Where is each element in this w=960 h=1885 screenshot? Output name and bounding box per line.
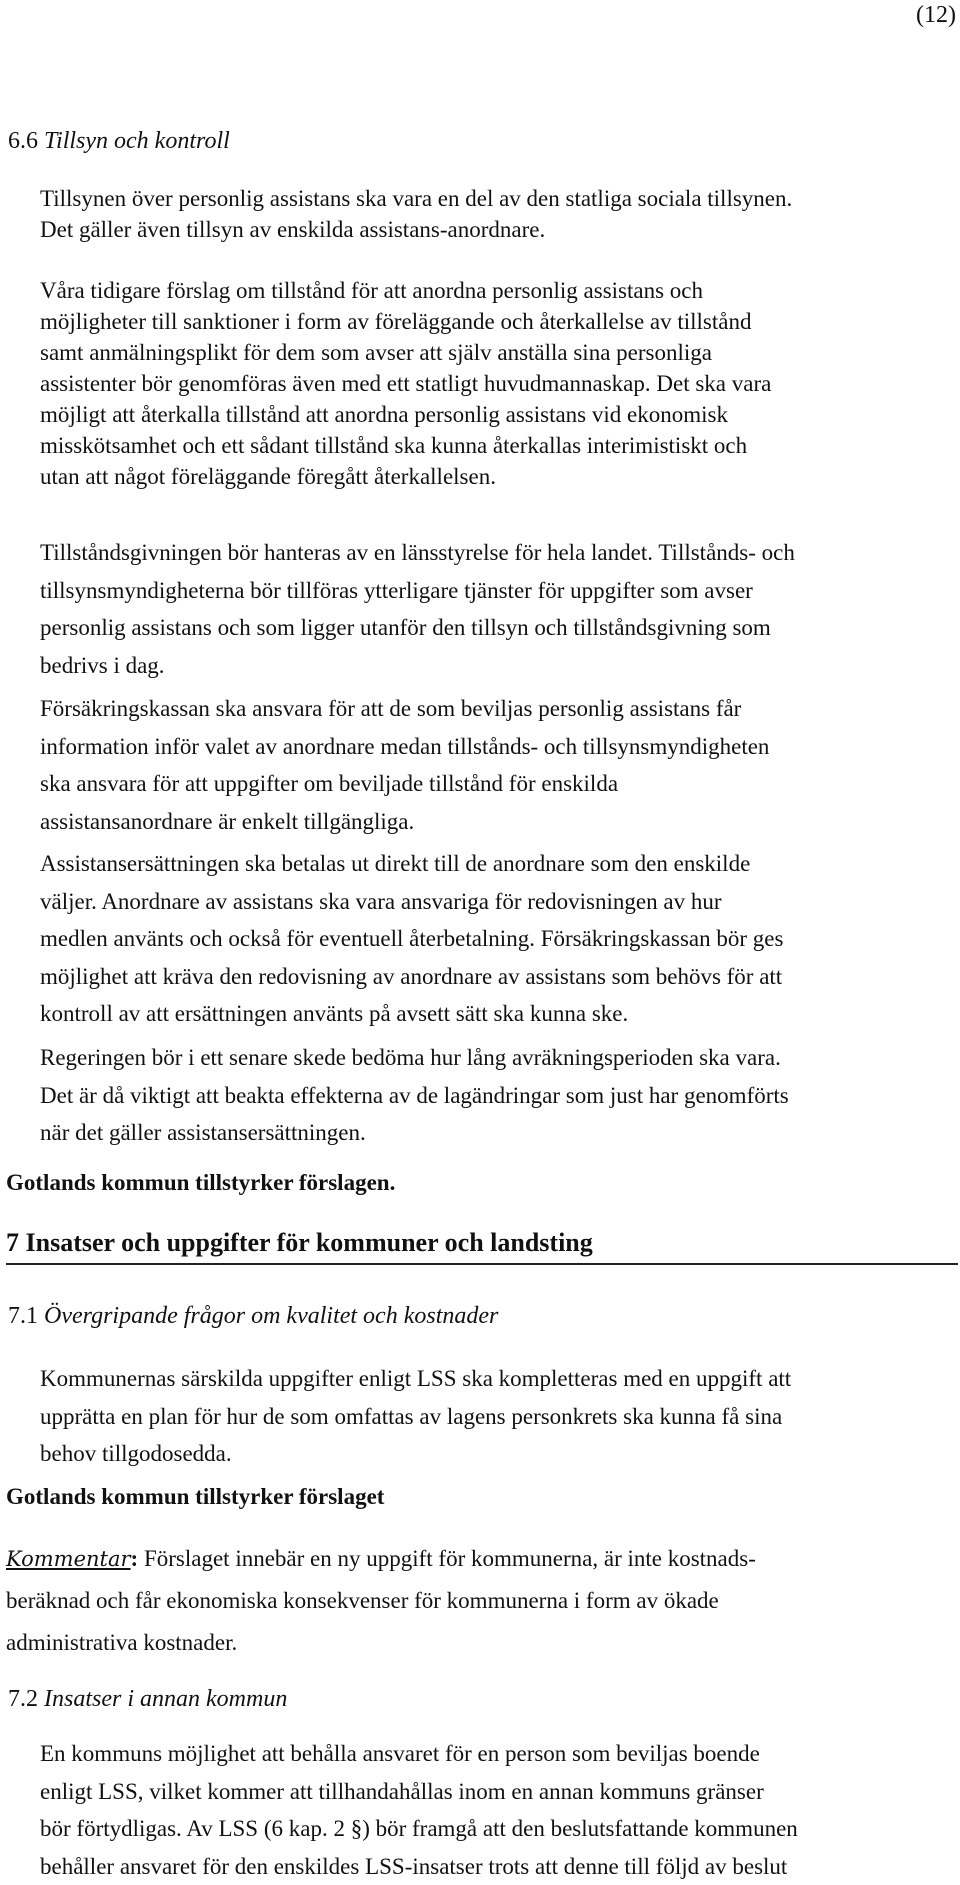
page-number: (12) — [916, 2, 956, 29]
section-number: 7.2 — [8, 1686, 38, 1712]
comment-block — [6, 1538, 956, 1664]
text-line: Det är då viktigt att beakta effekterna av de lagändringar som just har genomförts — [40, 1077, 955, 1115]
text-line: när det gäller assistansersättningen. — [40, 1114, 955, 1152]
text-line: Regeringen bör i ett senare skede bedöma hur lång avräkningsperioden ska vara. — [40, 1039, 955, 1077]
text-line: personlig assistans och som ligger utanför den tillsyn och tillståndsgivning som — [40, 609, 955, 647]
text-line: assistansanordnare är enkelt tillgängliga. — [40, 803, 955, 841]
text-line: bedrivs i dag. — [40, 647, 955, 685]
text-line: tillsynsmyndigheterna bör tillföras ytterligare tjänster för uppgifter som avser — [40, 572, 955, 610]
section-title: Tillsyn och kontroll — [44, 128, 230, 154]
paragraph-insurance-agency — [40, 690, 955, 840]
text-line: möjligt att återkalla tillstånd att anordna personlig assistans vid ekonomisk — [40, 399, 955, 430]
text-line: behåller ansvaret för den enskildes LSS-insatser trots att denne till följd av beslut — [40, 1848, 955, 1885]
section-heading-7: 7 Insatser och uppgifter för kommuner och landsting — [6, 1228, 593, 1258]
section-heading-7-1 — [8, 1303, 498, 1330]
section-divider — [6, 1263, 958, 1265]
text-line: möjlighet att kräva den redovisning av anordnare av assistans som behövs för att — [40, 958, 955, 996]
text-line: bör förtydligas. Av LSS (6 kap. 2 §) bör framgå att den beslutsfattande kommunen — [40, 1810, 955, 1848]
text-line: Det gäller även tillsyn av enskilda assistans-anordnare. — [40, 214, 955, 245]
text-line: misskötsamhet och ett sådant tillstånd ska kunna återkallas interimistiskt och — [40, 430, 955, 461]
comment-first-line — [6, 1538, 956, 1580]
section-title: Insatser i annan kommun — [44, 1686, 287, 1712]
text-line: assistenter bör genomföras även med ett statligt huvudmannaskap. Det ska vara — [40, 368, 955, 399]
section-title: Övergripande frågor om kvalitet och kostnader — [44, 1303, 498, 1329]
text-line: väljer. Anordnare av assistans ska vara ansvariga för redovisningen av hur — [40, 883, 955, 921]
text-line: administrativa kostnader. — [6, 1622, 956, 1664]
paragraph-compensation — [40, 845, 955, 1033]
comment-colon: : — [131, 1546, 139, 1571]
text-line: Kommunernas särskilda uppgifter enligt LSS ska kompletteras med en uppgift att — [40, 1360, 955, 1398]
text-line: upprätta en plan för hur de som omfattas av lagens personkrets ska kunna få sina — [40, 1398, 955, 1436]
comment-label: Kommentar — [6, 1547, 131, 1571]
text-line: behov tillgodosedda. — [40, 1435, 955, 1473]
paragraph-previous-proposals — [40, 275, 955, 492]
paragraph-government — [40, 1039, 955, 1152]
text-line: Tillståndsgivningen bör hanteras av en länsstyrelse för hela landet. Tillstånds- och — [40, 534, 955, 572]
text-line: Assistansersättningen ska betalas ut direkt till de anordnare som den enskilde — [40, 845, 955, 883]
section-number: 7.1 — [8, 1303, 38, 1329]
text-line: Våra tidigare förslag om tillstånd för att anordna personlig assistans och — [40, 275, 955, 306]
text-line: Förslaget innebär en ny uppgift för kommunerna, är inte kostnads- — [138, 1546, 756, 1571]
text-line: information inför valet av anordnare medan tillstånds- och tillsynsmyndigheten — [40, 728, 955, 766]
paragraph-licensing — [40, 534, 955, 684]
text-line: kontroll av att ersättningen använts på avsett sätt ska kunna ske. — [40, 995, 955, 1033]
text-line: Försäkringskassan ska ansvara för att de som beviljas personlig assistans får — [40, 690, 955, 728]
text-line: enligt LSS, vilket kommer att tillhandahållas inom en annan kommuns gränser — [40, 1773, 955, 1811]
section-number: 6.6 — [8, 128, 38, 154]
paragraph-other-municipality — [40, 1735, 955, 1885]
text-line: möjligheter till sanktioner i form av föreläggande och återkallelse av tillstånd — [40, 306, 955, 337]
text-line: En kommuns möjlighet att behålla ansvaret för en person som beviljas boende — [40, 1735, 955, 1773]
section-heading-7-2 — [8, 1686, 287, 1713]
section-heading-6-6 — [8, 128, 230, 155]
paragraph-supervision — [40, 183, 955, 245]
text-line: medlen använts och också för eventuell återbetalning. Försäkringskassan bör ges — [40, 920, 955, 958]
text-line: Tillsynen över personlig assistans ska vara en del av den statliga sociala tillsynen. — [40, 183, 955, 214]
text-line: ska ansvara för att uppgifter om beviljade tillstånd för enskilda — [40, 765, 955, 803]
statement-approval-proposals: Gotlands kommun tillstyrker förslagen. — [6, 1170, 395, 1196]
text-line: samt anmälningsplikt för dem som avser att själv anställa sina personliga — [40, 337, 955, 368]
text-line: beräknad och får ekonomiska konsekvenser för kommunerna i form av ökade — [6, 1580, 956, 1622]
statement-approval-proposal: Gotlands kommun tillstyrker förslaget — [6, 1484, 384, 1510]
text-line: utan att något föreläggande föregått återkallelsen. — [40, 461, 955, 492]
paragraph-municipal-tasks — [40, 1360, 955, 1473]
